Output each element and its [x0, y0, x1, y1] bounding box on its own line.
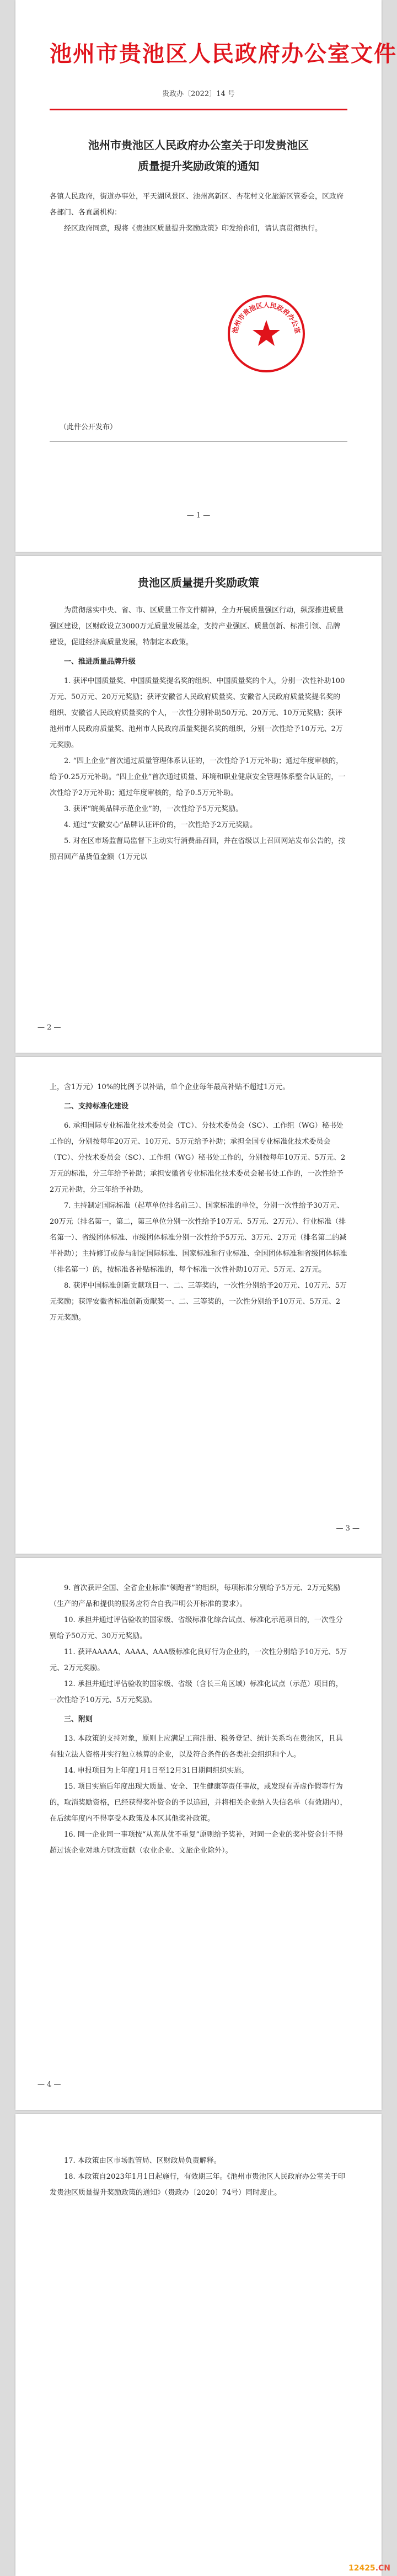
item-10: 10. 承担并通过评估验收的国家级、省级标准化综合试点、标准化示范项目的，一次性分别给予50万元、30万元奖励。 [50, 1616, 343, 1640]
section-1-heading: 一、推进质量品牌升级 [64, 658, 136, 666]
page-number-4: — 4 — [37, 2081, 61, 2089]
item-16: 16. 同一企业同一事项按“从高从优不重复”原则给予奖补，对同一企业的奖补资金计不得超过该企业对地方财政贡献（农业企业、文旅企业除外）。 [50, 1831, 344, 1855]
watermark-part-b: .CN [375, 2564, 390, 2573]
item-5-start: 5. 对在区市场监督局监督下主动实行消费品召回，并在省级以上召回网站发布公告的，按照召回产品货值金额（1万元以 [50, 837, 346, 861]
page-number-2: — 2 — [37, 1023, 61, 1032]
document-page-1 [15, 0, 397, 552]
item-4: 4. 通过“安徽安心”品牌认证评价的，一次性给予2万元奖励。 [64, 821, 257, 829]
notice-title [50, 135, 347, 177]
red-divider-line [50, 109, 347, 110]
item-9: 9. 首次获评全国、全省企业标准“领跑者”的组织，每项标准分别给予5万元、2万元奖励（生产的产品和提供的服务应符合自我声明公开标准的要求）。 [50, 1584, 341, 1608]
item-1: 1. 获评中国质量奖、中国质量奖提名奖的组织、中国质量奖的个人，分别一次性补助100万元、50万元、20万元奖励；获评安徽省人民政府质量奖、安徽省人民政府质量奖提名奖的组织、安徽省人民政府质量奖的个人，一次性分别补助50万元、20万元、10万元奖励；获评池州市人民政府质量奖、池州市人民政府质量奖提名奖的组织，分别一次性给予10万元、2万元奖励。 [50, 677, 345, 749]
section-3-heading: 三、附则 [64, 1715, 93, 1724]
item-13: 13. 本政策的支持对象，原则上应满足工商注册、税务登记、统计关系均在贵池区，且具有独立法人资格并实行独立核算的企业，以及符合条件的各类社会组织和个人。 [50, 1735, 343, 1759]
item-15: 15. 项目实施后年度出现大质量、安全、卫生健康等责任事故，或发现有弄虚作假等行为的，取消奖励资格，已经获得奖补资金的予以追回，并将相关企业纳入失信名单（有效期内），在后续年度内不得享受本政策及本区其他奖补政策。 [50, 1783, 347, 1823]
item-14: 14. 申报项目为上年度1月1日至12月31日期间组织实施。 [64, 1767, 249, 1775]
page-number-1: — 1 — [186, 511, 211, 520]
red-header-title: 池州市贵池区人民政府办公室文件 [50, 41, 397, 67]
notice-title-line-1: 池州市贵池区人民政府办公室关于印发贵池区 [88, 138, 309, 152]
seal-text: 池州市贵池区人民政府办公室 [231, 301, 302, 334]
official-red-seal [225, 292, 308, 375]
addressee: 各镇人民政府，街道办事处，平天湖风景区、池州高新区、杏花村文化旅游区管委会，区政府各部门、各直属机构： [50, 193, 344, 217]
notice-title-line-2: 质量提升奖励政策的通知 [138, 159, 259, 173]
document-page-4 [15, 1558, 382, 2110]
item-11: 11. 获评AAAAA、AAAA、AAA级标准化良好行为企业的，一次性分别给予10万元、5万元、2万元奖励。 [50, 1648, 347, 1672]
notice-body: 经区政府同意，现将《贵池区质量提升奖励政策》印发给你们，请认真贯彻执行。 [64, 225, 323, 233]
document-page-2 [15, 556, 382, 1053]
item-17: 17. 本政策由区市场监管局、区财政局负责解释。 [64, 2157, 221, 2165]
document-page-5 [15, 2114, 382, 2576]
document-number: 贵政办〔2022〕14 号 [162, 90, 235, 98]
item-5-continued: 上，含1万元）10%的比例予以补贴，单个企业每年最高补贴不超过1万元。 [50, 1083, 290, 1091]
policy-intro: 为贯彻落实中央、省、市、区质量工作文件精神，全力开展质量强区行动，纵深推进质量强区建设，区财政设立3000万元质量发展基金，支持产业强区、质量创新、标准引领、品牌建设，促进经济高质量发展，特制定本政策。 [50, 606, 344, 647]
item-6: 6. 承担国际专业标准化技术委员会（TC）、分技术委员会（SC）、工作组（WG）秘书处工作的，分别按每年20万元、10万元、5万元给予补助；承担全国专业标准化技术委员会（TC）、分技术委员会（SC）、工作组（WG）秘书处工作的，分别按每年10万元、5万元、2万元的标准，分三年给予补助；承担安徽省专业标准化技术委员会秘书处工作的，一次性给予2万元补助，分三年给予补助。 [50, 1122, 346, 1194]
disclosure-note: （此件公开发布） [60, 423, 117, 431]
item-12: 12. 承担并通过评估验收的国家级、省级（含长三角区域）标准化试点（示范）项目的，一次性给予10万元、5万元奖励。 [50, 1680, 343, 1704]
footer-divider [50, 441, 347, 442]
site-watermark [348, 2564, 390, 2573]
page-number-3: — 3 — [336, 1524, 360, 1533]
item-18: 18. 本政策自2023年1月1日起施行，有效期三年。《池州市贵池区人民政府办公室关于印发贵池区质量提升奖励政策的通知》（贵政办〔2020〕74号）同时废止。 [50, 2173, 345, 2197]
watermark-part-a: 12425 [348, 2564, 375, 2573]
policy-title: 贵池区质量提升奖励政策 [138, 576, 259, 589]
section-2-heading: 二、支持标准化建设 [64, 1102, 129, 1111]
document-page-3 [15, 1057, 382, 1554]
item-3: 3. 获评“皖美品牌示范企业”的，一次性给予5万元奖励。 [64, 805, 243, 813]
item-2: 2. “四上企业”首次通过质量管理体系认证的，一次性给予1万元补助；通过年度审核的，给予0.25万元补助。“四上企业”首次通过质量、环境和职业健康安全管理体系整合认证的，一次性给予2万元补助；通过年度审核的，给予0.5万元补助。 [50, 757, 346, 797]
item-8: 8. 获评中国标准创新贡献项目一、二、三等奖的，一次性分别给予20万元、10万元、5万元奖励；获评安徽省标准创新贡献奖一、二、三等奖的，一次性分别给予10万元、5万元、2万元奖励。 [50, 1282, 347, 1322]
item-7: 7. 主持制定国际标准（起草单位排名前三）、国家标准的单位，分别一次性给予30万元、20万元（排名第一，第二，第三单位分别一次性给予10万元、5万元、2万元）、行业标准（排名第一）、省级团体标准、市级团体标准分别一次性给予5万元、3万元、2万元（排名第二的减半补助）；主持修订或参与制定国际标准、国家标准和行业标准、全国团体标准和省级团体标准（排名第一）的，按标准各补贴标准的，每个标准一次性补助10万元、5万元、2万元。 [50, 1202, 347, 1274]
